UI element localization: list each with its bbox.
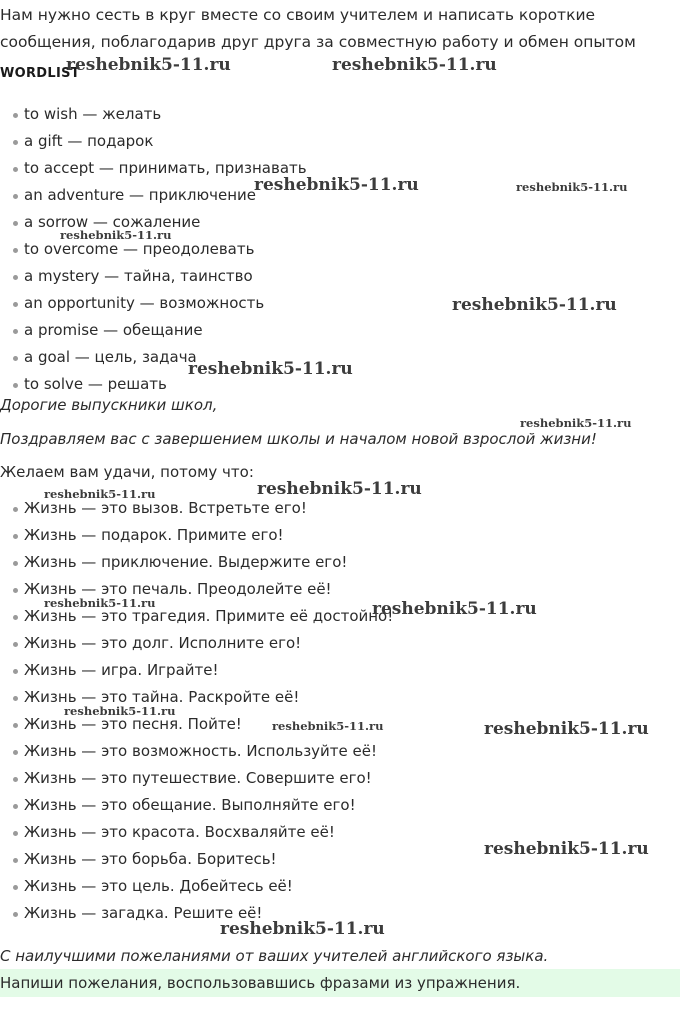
bullet-icon bbox=[13, 858, 18, 863]
list-item: to wish — желать bbox=[0, 101, 307, 128]
life-wishes-list bbox=[0, 495, 393, 927]
list-item: a mystery — тайна, таинство bbox=[0, 263, 307, 290]
bullet-icon bbox=[13, 194, 18, 199]
bullet-icon bbox=[13, 642, 18, 647]
list-item: a goal — цель, задача bbox=[0, 344, 307, 371]
watermark: reshebnik5-11.ru bbox=[520, 416, 632, 430]
letter-wish-intro: Желаем вам удачи, потому что: bbox=[0, 463, 254, 481]
watermark: reshebnik5-11.ru bbox=[66, 55, 231, 75]
watermark: reshebnik5-11.ru bbox=[220, 919, 385, 939]
bullet-icon bbox=[13, 329, 18, 334]
bullet-icon bbox=[13, 383, 18, 388]
task-instruction: Напиши пожелания, воспользовавшись фразами из упражнения. bbox=[0, 969, 680, 997]
watermark: reshebnik5-11.ru bbox=[254, 175, 419, 195]
watermark: reshebnik5-11.ru bbox=[516, 180, 628, 194]
list-item: Жизнь — это тайна. Раскройте её! bbox=[0, 684, 393, 711]
watermark: reshebnik5-11.ru bbox=[188, 359, 353, 379]
bullet-icon bbox=[13, 221, 18, 226]
bullet-icon bbox=[13, 750, 18, 755]
bullet-icon bbox=[13, 912, 18, 917]
bullet-icon bbox=[13, 534, 18, 539]
watermark: reshebnik5-11.ru bbox=[484, 719, 649, 739]
watermark: reshebnik5-11.ru bbox=[257, 479, 422, 499]
bullet-icon bbox=[13, 302, 18, 307]
watermark: reshebnik5-11.ru bbox=[44, 487, 156, 501]
bullet-icon bbox=[13, 696, 18, 701]
bullet-icon bbox=[13, 507, 18, 512]
list-item: Жизнь — приключение. Выдержите его! bbox=[0, 549, 393, 576]
bullet-icon bbox=[13, 167, 18, 172]
bullet-icon bbox=[13, 275, 18, 280]
watermark: reshebnik5-11.ru bbox=[64, 704, 176, 718]
letter-salutation: Дорогие выпускники школ, bbox=[0, 396, 218, 414]
letter-signature: С наилучшими пожеланиями от ваших учителей английского языка. bbox=[0, 947, 549, 965]
list-item: to overcome — преодолевать bbox=[0, 236, 307, 263]
list-item: an opportunity — возможность bbox=[0, 290, 307, 317]
watermark: reshebnik5-11.ru bbox=[272, 719, 384, 733]
wordlist bbox=[0, 101, 307, 398]
list-item: Жизнь — это обещание. Выполняйте его! bbox=[0, 792, 393, 819]
bullet-icon bbox=[13, 723, 18, 728]
bullet-icon bbox=[13, 561, 18, 566]
watermark: reshebnik5-11.ru bbox=[452, 295, 617, 315]
list-item: to solve — решать bbox=[0, 371, 307, 398]
list-item: Жизнь — это борьба. Боритесь! bbox=[0, 846, 393, 873]
list-item: Жизнь — это красота. Восхваляйте её! bbox=[0, 819, 393, 846]
list-item: an adventure — приключение bbox=[0, 182, 307, 209]
list-item: Жизнь — это возможность. Используйте её! bbox=[0, 738, 393, 765]
watermark: reshebnik5-11.ru bbox=[372, 599, 537, 619]
list-item: Жизнь — это печаль. Преодолейте её! bbox=[0, 576, 393, 603]
bullet-icon bbox=[13, 777, 18, 782]
list-item: to accept — принимать, признавать bbox=[0, 155, 307, 182]
list-item: Жизнь — загадка. Решите её! bbox=[0, 900, 393, 927]
list-item: Жизнь — игра. Играйте! bbox=[0, 657, 393, 684]
list-item: Жизнь — это трагедия. Примите её достойно! bbox=[0, 603, 393, 630]
watermark: reshebnik5-11.ru bbox=[484, 839, 649, 859]
bullet-icon bbox=[13, 248, 18, 253]
bullet-icon bbox=[13, 669, 18, 674]
bullet-icon bbox=[13, 804, 18, 809]
list-item: Жизнь — подарок. Примите его! bbox=[0, 522, 393, 549]
list-item: Жизнь — это долг. Исполните его! bbox=[0, 630, 393, 657]
bullet-icon bbox=[13, 615, 18, 620]
letter-congrats: Поздравляем вас с завершением школы и началом новой взрослой жизни! bbox=[0, 430, 597, 448]
intro-paragraph: Нам нужно сесть в круг вместе со своим учителем и написать короткие сообщения, поблагодарив друг друга за совместную работу и обмен опытом bbox=[0, 6, 636, 51]
list-item: a gift — подарок bbox=[0, 128, 307, 155]
bullet-icon bbox=[13, 831, 18, 836]
bullet-icon bbox=[13, 356, 18, 361]
list-item: Жизнь — это цель. Добейтесь её! bbox=[0, 873, 393, 900]
wordlist-heading: WORDLIST bbox=[0, 66, 86, 81]
list-item: a promise — обещание bbox=[0, 317, 307, 344]
list-item: Жизнь — это песня. Пойте! bbox=[0, 711, 393, 738]
bullet-icon bbox=[13, 588, 18, 593]
bullet-icon bbox=[13, 113, 18, 118]
bullet-icon bbox=[13, 885, 18, 890]
bullet-icon bbox=[13, 140, 18, 145]
watermark: reshebnik5-11.ru bbox=[332, 55, 497, 75]
watermark: reshebnik5-11.ru bbox=[60, 228, 172, 242]
list-item: Жизнь — это путешествие. Совершите его! bbox=[0, 765, 393, 792]
list-item: a sorrow — сожаление bbox=[0, 209, 307, 236]
watermark: reshebnik5-11.ru bbox=[44, 596, 156, 610]
list-item: Жизнь — это вызов. Встретьте его! bbox=[0, 495, 393, 522]
